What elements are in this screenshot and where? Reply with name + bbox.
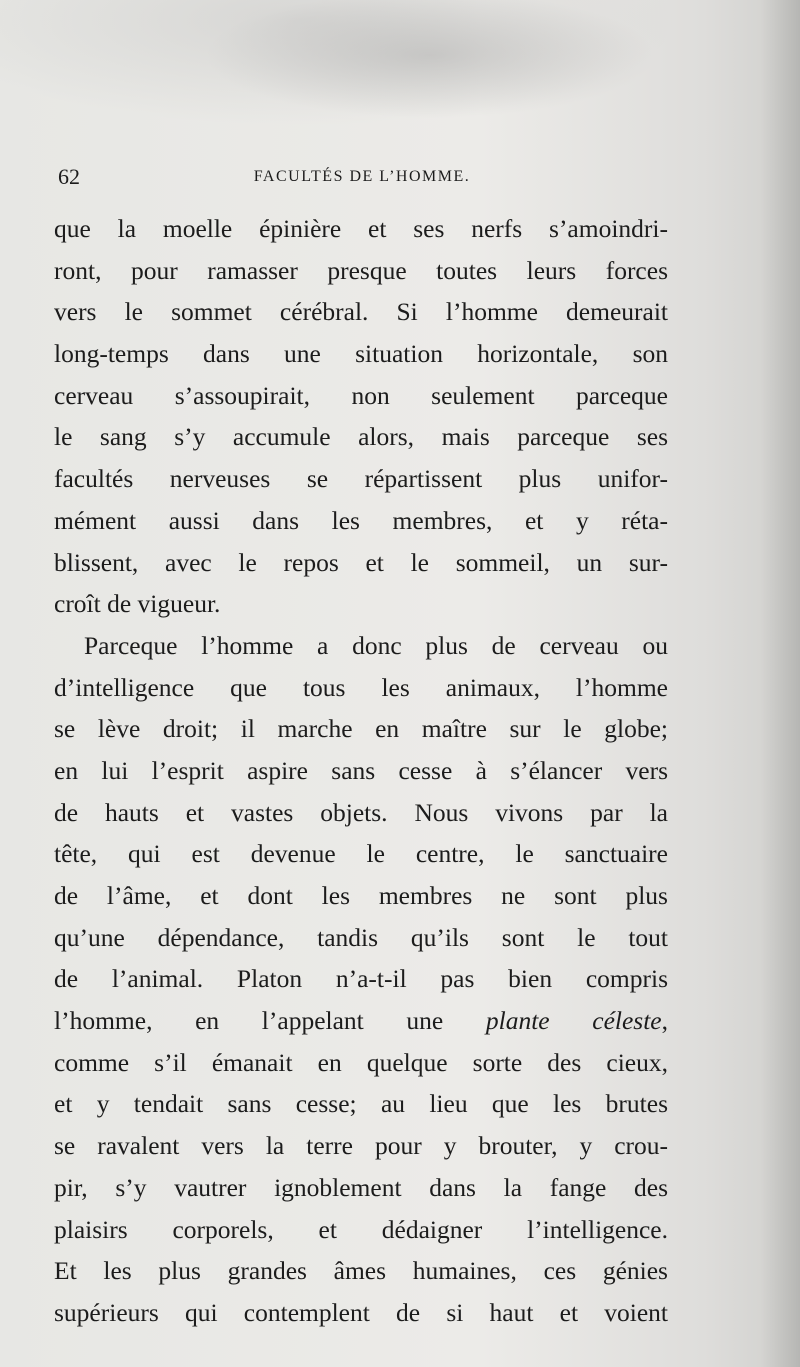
text-line: de l’animal. Platon n’a-t-il pas bien compris <box>54 964 668 994</box>
text-line: mément aussi dans les membres, et y réta- <box>54 505 668 535</box>
italic-phrase: plante céleste <box>485 1006 662 1036</box>
page-header <box>58 160 666 194</box>
text-line: Et les plus grandes âmes humaines, ces génies <box>54 1256 668 1286</box>
page-number: 62 <box>58 164 80 189</box>
text-line: comme s’il émanait en quelque sorte des cieux, <box>54 1047 668 1077</box>
text-line: de hauts et vastes objets. Nous vivons par la <box>54 797 668 827</box>
text-line: d’intelligence que tous les animaux, l’homme <box>54 672 668 702</box>
text-line: blissent, avec le repos et le sommeil, un sur- <box>54 547 668 577</box>
text-line: le sang s’y accumule alors, mais parceque ses <box>54 422 668 452</box>
text-line: qu’une dépendance, tandis qu’ils sont le tout <box>54 922 668 952</box>
text-line: de l’âme, et dont les membres ne sont plus <box>54 881 668 910</box>
text-line: croît de vigueur. <box>54 589 221 619</box>
text-line: Parceque l’homme a donc plus de cerveau ou <box>84 630 668 660</box>
running-head: FACULTÉS DE L’HOMME. <box>253 168 471 185</box>
text-line: et y tendait sans cesse; au lieu que les brutes <box>54 1089 668 1119</box>
text-line: ront, pour ramasser presque toutes leurs forces <box>54 255 668 285</box>
text-line: se lève droit; il marche en maître sur le globe; <box>54 714 668 744</box>
text-line: facultés nerveuses se répartissent plus unifor- <box>54 464 668 494</box>
text-line: que la moelle épinière et ses nerfs s’amoindri- <box>54 214 668 243</box>
text-line: supérieurs qui contemplent de si haut et voient <box>54 1297 668 1327</box>
text-segment: l’homme, en l’appelant une <box>54 1006 486 1036</box>
text-segment: , <box>661 1006 668 1036</box>
text-line: cerveau s’assoupirait, non seulement parceque <box>54 380 668 410</box>
text-line: plaisirs corporels, et dédaigner l’intelligence. <box>54 1214 668 1244</box>
text-line-with-italic <box>54 1000 668 1042</box>
page-gutter-shadow <box>760 0 800 1367</box>
text-line: tête, qui est devenue le centre, le sanctuaire <box>54 839 668 869</box>
text-line: se ravalent vers la terre pour y brouter, y crou- <box>54 1131 668 1161</box>
text-line: long-temps dans une situation horizontale, son <box>54 339 668 369</box>
text-line: vers le sommet cérébral. Si l’homme demeurait <box>54 297 668 327</box>
text-line: pir, s’y vautrer ignoblement dans la fange des <box>54 1172 668 1202</box>
text-line: en lui l’esprit aspire sans cesse à s’élancer vers <box>54 755 668 785</box>
body-text <box>54 208 668 1334</box>
